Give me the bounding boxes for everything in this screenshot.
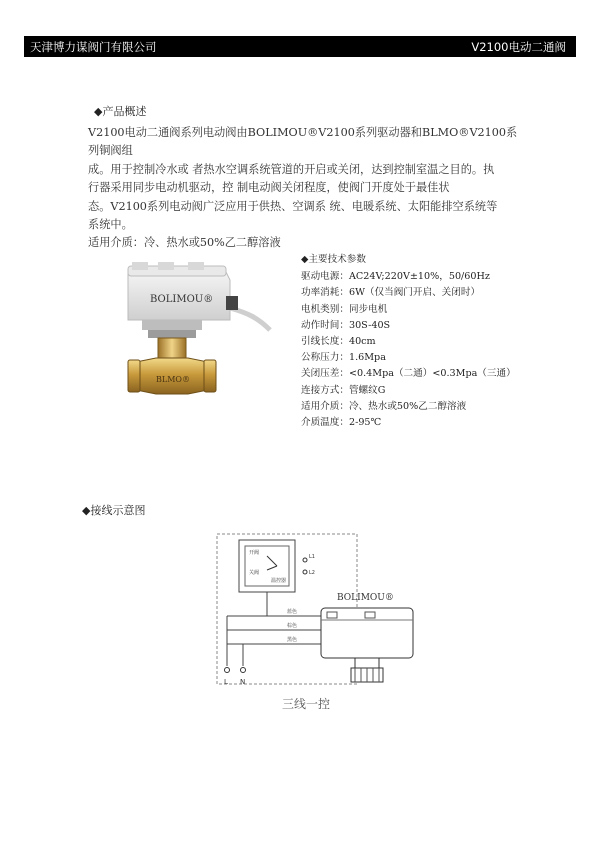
power-n-label: N: [240, 678, 246, 686]
spec-key: 介质温度：: [301, 417, 349, 429]
spec-key: 驱动电源：: [301, 271, 349, 283]
wire-brown-label: 棕色: [287, 623, 298, 629]
wiring-diagram: [205, 528, 420, 710]
spec-table: [301, 252, 516, 431]
product-image: [118, 258, 288, 408]
overview-line: 成。用于控制冷水或 者热水空调系统管道的开启或关闭，达到控制室温之目的。执: [88, 162, 495, 176]
spec-key: 连接方式：: [301, 384, 349, 396]
spec-key: 功率消耗：: [301, 287, 349, 299]
overview-line: 系统中。: [88, 218, 133, 232]
wiring-brand-label: BOLIMOU®: [337, 593, 394, 603]
actuator-brand-label: BOLIMOU®: [150, 294, 214, 305]
product-code: V2100电动二通阀: [471, 39, 566, 54]
spec-value: 40cm: [348, 336, 376, 348]
overview-line: 适用介质：冷、热水或50%乙二醇溶液: [88, 236, 281, 250]
spec-value: 同步电机: [348, 303, 388, 315]
spec-value: 1.6Mpa: [348, 352, 386, 364]
spec-row: [301, 269, 516, 285]
spec-key: 公称压力：: [301, 352, 349, 364]
spec-row: [301, 399, 516, 415]
spec-row: [301, 334, 516, 350]
terminal-l1-label: L1: [309, 554, 315, 560]
spec-row: [301, 285, 516, 301]
company-name: 天津博力谋阀门有限公司: [30, 39, 157, 54]
wiring-title: ◆接线示意图: [82, 504, 146, 517]
valve-brand-label: BLMO®: [156, 375, 190, 384]
spec-value: 6W（仅当阀门开启、关闭时）: [348, 287, 481, 299]
thermostat-label: 温控器: [271, 578, 287, 584]
spec-key: 引线长度：: [301, 336, 349, 348]
wire-black-label: 黑色: [287, 637, 298, 643]
spec-value: 冷、热水或50%乙二醇溶液: [348, 400, 467, 412]
spec-row: [301, 415, 516, 431]
spec-value: 2-95℃: [348, 417, 382, 429]
spec-key: 适用介质：: [301, 400, 349, 412]
overview-line: 态。V2100系列电动阀广泛应用于供热、空调系 统、电暖系统、太阳能排空系统等: [88, 199, 498, 213]
spec-row: [301, 350, 516, 366]
spec-row: [301, 302, 516, 318]
spec-value: 管螺纹G: [348, 384, 386, 396]
wiring-svg: [205, 528, 420, 710]
overview-line: V2100电动二通阀系列电动阀由BOLIMOU®V2100系列驱动器和BLMO®V2100系列铜阀组: [88, 126, 518, 158]
terminal-l2-label: L2: [309, 570, 315, 576]
spec-row: [301, 383, 516, 399]
spec-key: 动作时间：: [301, 319, 349, 331]
spec-row: [301, 366, 516, 382]
spec-title: ◆主要技术参数: [301, 254, 366, 265]
overview-line: 行器采用同步电动机驱动，控 制电动阀关闭程度，使阀门开度处于最佳状: [88, 181, 450, 195]
wire-blue-label: 蓝色: [287, 609, 298, 615]
spec-value: AC24V;220V±10%，50/60Hz: [348, 271, 490, 283]
valve-illustration: [118, 258, 288, 408]
spec-key: 关闭压差：: [301, 368, 349, 380]
power-l-label: L: [224, 678, 228, 686]
spec-value: <0.4Mpa（二通）<0.3Mpa（三通）: [348, 368, 516, 380]
thermostat-open-label: 开阀: [249, 550, 260, 556]
overview-text: [88, 124, 528, 253]
wiring-caption: 三线一控: [282, 697, 331, 711]
spec-value: 30S-40S: [348, 319, 391, 331]
overview-title: ◆产品概述: [94, 105, 147, 118]
page-header: [24, 36, 576, 57]
spec-row: [301, 318, 516, 334]
thermostat-close-label: 关阀: [249, 570, 260, 576]
spec-key: 电机类别：: [301, 303, 349, 315]
